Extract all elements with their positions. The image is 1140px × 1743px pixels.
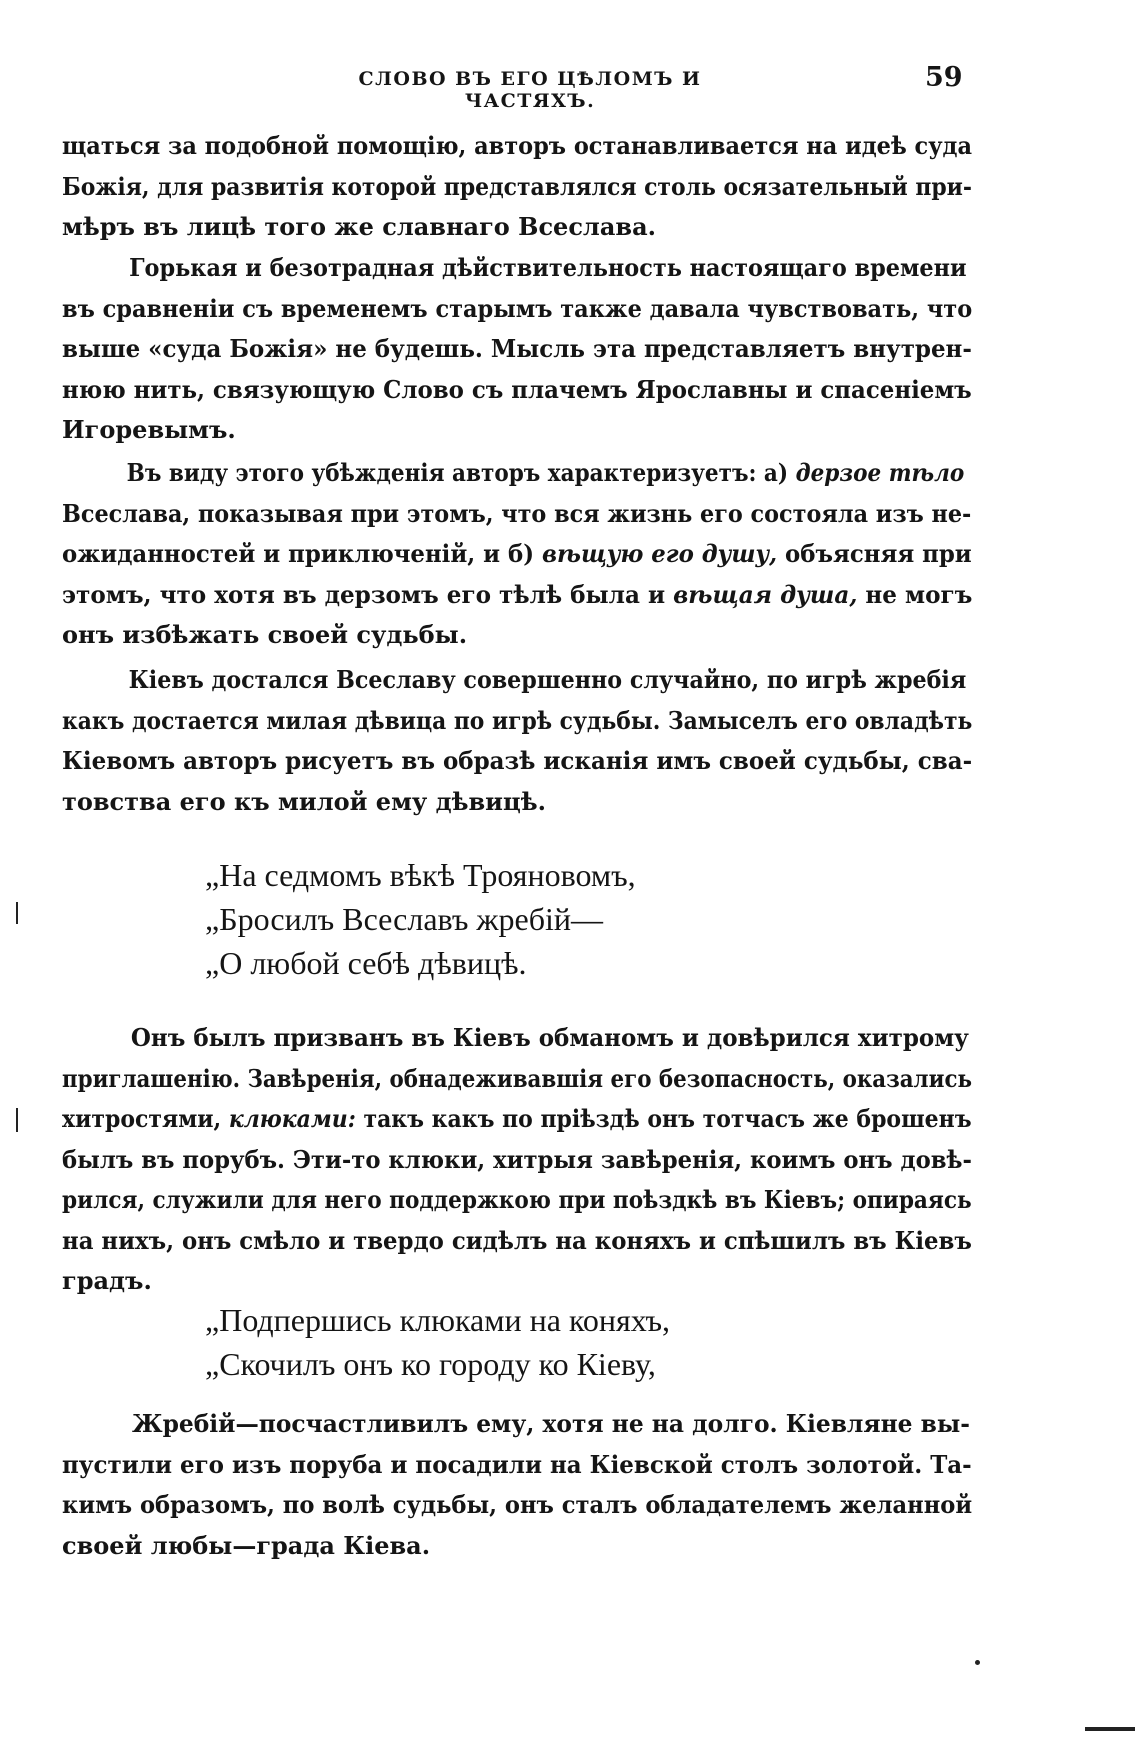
text-line [62, 575, 973, 616]
verse-line: „Подпершись клюками на коняхъ, [205, 1302, 671, 1338]
text-line: градъ. [62, 1266, 152, 1295]
text-line: кимъ образомъ, по волѣ судьбы, онъ сталъ обладателемъ желанной [62, 1490, 973, 1519]
text-run: не могъ [857, 579, 973, 609]
text-line: Всеслава, показывая при этомъ, что вся жизнь его состояла изъ не- [62, 498, 972, 528]
text-line: выше «суда Божія» не будешь. Мысль эта представляетъ внутрен- [62, 334, 972, 363]
italic-text: клюками: [228, 1104, 356, 1133]
text-line [62, 453, 965, 494]
paragraph-6 [62, 1404, 972, 1566]
text-line: Кіевомъ авторъ рисуетъ въ образѣ исканія имъ своей судьбы, сва- [62, 746, 973, 775]
paragraph-2 [62, 248, 972, 451]
text-line: мѣръ въ лицѣ того же славнаго Всеслава. [62, 212, 656, 241]
scan-mark [16, 1108, 18, 1132]
paragraph-5 [62, 1018, 972, 1302]
scan-mark [1085, 1727, 1135, 1731]
text-line: Онъ былъ призванъ въ Кіевъ обманомъ и довѣрился хитрому [130, 1023, 969, 1052]
verse-line: „Бросилъ Всеславъ жребій— [205, 901, 603, 937]
text-line: Кіевъ достался Всеславу совершенно случайно, по игрѣ жребія [128, 665, 967, 694]
italic-text: вѣщую его душу, [541, 539, 778, 568]
text-line [62, 1099, 972, 1140]
text-run: этомъ, что хотя въ дерзомъ его тѣлѣ была и [62, 579, 674, 609]
verse-line: „О любой себѣ дѣвицѣ. [205, 945, 527, 981]
text-line: Божія, для развитія которой представлялся столь осязательный при- [62, 171, 972, 201]
text-run: Въ виду этого убѣжденія авторъ характеризуетъ: а) [126, 458, 796, 487]
text-line: приглашенію. Завѣренія, обнадеживавшія его безопасность, оказались [62, 1063, 972, 1093]
text-line: Игоревымъ. [62, 415, 236, 444]
text-run: объясняя при [777, 539, 972, 568]
text-line: былъ въ порубъ. Эти-то клюки, хитрыя завѣренія, коимъ онъ довѣ- [62, 1144, 972, 1174]
text-line: Жребій—посчастливилъ ему, хотя не на долго. Кіевляне вы- [131, 1409, 970, 1438]
page-number: 59 [925, 62, 963, 93]
paragraph-4 [62, 660, 972, 822]
verse-2 [205, 1298, 670, 1386]
paragraph-3 [62, 453, 972, 656]
italic-text: вѣщая душа, [673, 579, 858, 609]
text-run: ожиданностей и приключеній, и б) [62, 539, 542, 568]
text-line: щаться за подобной помощію, авторъ останавливается на идеѣ суда [62, 131, 973, 160]
italic-text: дерзое тѣло [795, 458, 965, 487]
text-line: Горькая и безотрадная дѣйствительность настоящаго времени [129, 253, 967, 282]
paragraph-1 [62, 126, 972, 248]
scan-mark [16, 902, 18, 924]
text-line: рился, служили для него поддержкою при поѣздкѣ въ Кіевъ; опираясь [62, 1185, 972, 1214]
text-line: пустили его изъ поруба и посадили на Кіевской столъ золотой. Та- [62, 1449, 972, 1479]
scan-dot [975, 1660, 980, 1665]
text-line: товства его къ милой ему дѣвицѣ. [62, 786, 546, 816]
verse-1 [205, 853, 636, 985]
verse-line: „На седмомъ вѣкѣ Трояновомъ, [205, 857, 636, 893]
running-header: СЛОВО ВЪ ЕГО ЦѢЛОМЪ И ЧАСТЯХЪ. [358, 68, 702, 112]
text-line: онъ избѣжать своей судьбы. [62, 620, 468, 649]
text-line: нюю нить, связующую Слово съ плачемъ Ярославны и спасеніемъ [62, 374, 972, 404]
verse-line: „Скочилъ онъ ко городу ко Кіеву, [205, 1346, 656, 1382]
text-line: своей любы—града Кіева. [62, 1530, 431, 1560]
text-run: такъ какъ по пріѣздѣ онъ тотчасъ же брошенъ [355, 1104, 972, 1133]
text-line [62, 534, 972, 575]
text-line: на нихъ, онъ смѣло и твердо сидѣлъ на коняхъ и спѣшилъ въ Кіевъ [62, 1225, 972, 1255]
text-line: въ сравненіи съ временемъ старымъ также давала чувствовать, что [62, 293, 973, 323]
text-line: какъ достается милая дѣвица по игрѣ судьбы. Замыселъ его овладѣть [62, 705, 973, 735]
text-run: хитростями, [62, 1104, 229, 1133]
